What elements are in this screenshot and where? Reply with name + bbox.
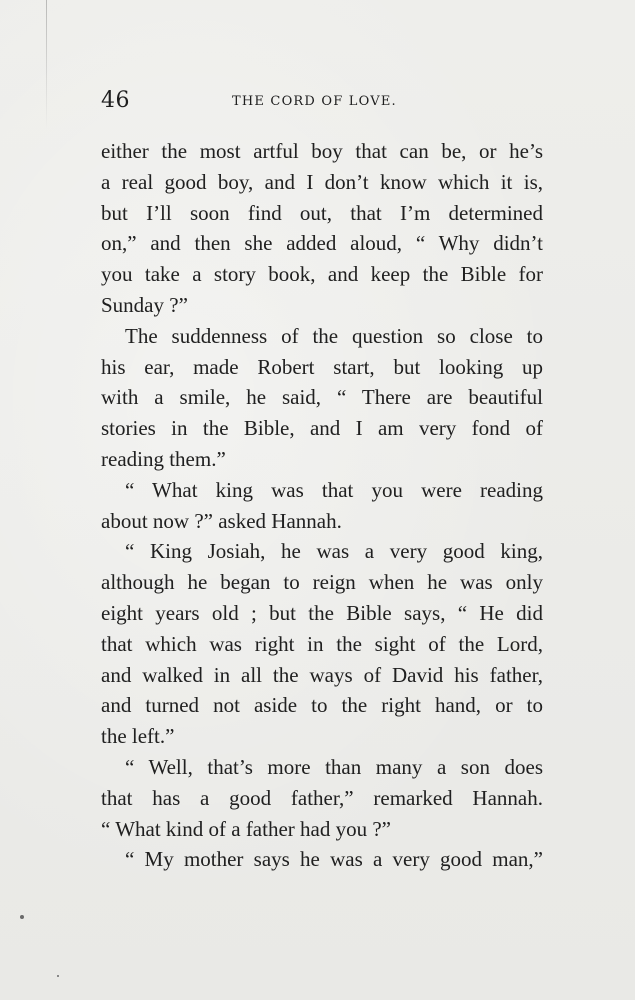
running-title: THE CORD OF LOVE.	[232, 94, 397, 109]
text-line: the left.”	[101, 724, 175, 749]
page-number: 46	[101, 88, 130, 113]
text-line: “ My mother says he was a very good man,”	[125, 847, 543, 872]
paper-speck	[20, 915, 24, 919]
text-line: “ Well, that’s more than many a son does	[125, 754, 543, 779]
text-line: with a smile, he said, “ There are beautiful	[101, 385, 543, 410]
text-line: on,” and then she added aloud, “ Why didn’t	[101, 231, 543, 256]
text-line: about now ?” asked Hannah.	[101, 508, 342, 533]
text-line: “ What kind of a father had you ?”	[101, 816, 391, 841]
text-line: his ear, made Robert start, but looking up	[101, 354, 543, 379]
text-line: “ What king was that you were reading	[125, 477, 543, 502]
paper-speck	[57, 975, 59, 977]
text-line: and turned not aside to the right hand, or to	[101, 693, 543, 718]
text-line: “ King Josiah, he was a very good king,	[125, 539, 543, 564]
page-header	[101, 88, 543, 122]
page-edge-mark	[46, 0, 47, 130]
text-line: stories in the Bible, and I am very fond of	[101, 416, 543, 441]
text-line: that which was right in the sight of the Lord,	[101, 631, 543, 656]
text-line: either the most artful boy that can be, or he’s	[101, 139, 543, 163]
body-text	[101, 136, 543, 875]
text-line: The suddenness of the question so close to	[125, 323, 543, 348]
text-line: reading them.”	[101, 446, 226, 471]
text-line: a real good boy, and I don’t know which it is,	[101, 169, 543, 194]
text-line: eight years old ; but the Bible says, “ He did	[101, 600, 543, 625]
text-line: and walked in all the ways of David his father,	[101, 662, 543, 687]
text-line: but I’ll soon find out, that I’m determined	[101, 200, 543, 225]
text-line: Sunday ?”	[101, 292, 188, 317]
text-line: you take a story book, and keep the Bible for	[101, 262, 543, 287]
text-line: although he began to reign when he was only	[101, 570, 543, 595]
text-line: that has a good father,” remarked Hannah.	[101, 785, 543, 810]
